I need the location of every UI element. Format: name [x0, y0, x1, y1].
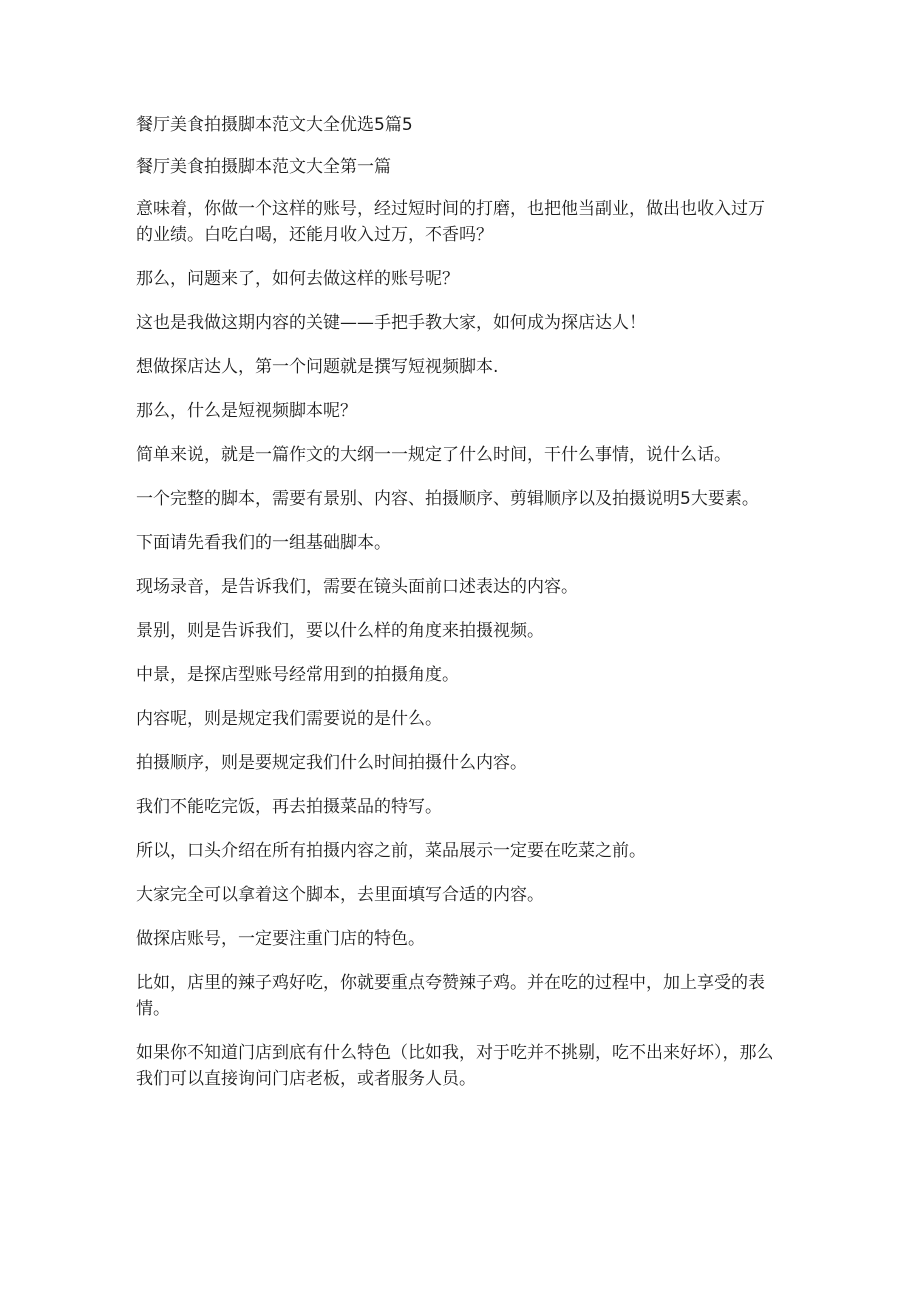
paragraph: 所以，口头介绍在所有拍摄内容之前，菜品展示一定要在吃菜之前。	[136, 841, 646, 861]
paragraph: 大家完全可以拿着这个脚本，去里面填写合适的内容。	[136, 885, 544, 905]
paragraph: 意味着，你做一个这样的账号，经过短时间的打磨，也把他当副业，做出也收入过万的业绩。白吃白喝，还能月收入过万，不香吗？	[136, 199, 765, 245]
paragraph: 简单来说，就是一篇作文的大纲一一规定了什么时间，干什么事情，说什么话。	[136, 445, 731, 465]
paragraph: 现场录音，是告诉我们，需要在镜头面前口述表达的内容。	[136, 577, 578, 597]
paragraph: 景别，则是告诉我们，要以什么样的角度来拍摄视频。	[136, 621, 544, 641]
paragraph: 那么，什么是短视频脚本呢？	[136, 401, 357, 421]
paragraph: 一个完整的脚本，需要有景别、内容、拍摄顺序、剪辑顺序以及拍摄说明5大要素。	[136, 489, 759, 509]
paragraph: 比如，店里的辣子鸡好吃，你就要重点夸赞辣子鸡。并在吃的过程中，加上享受的表情。	[136, 973, 765, 1019]
paragraph: 如果你不知道门店到底有什么特色（比如我，对于吃并不挑剔，吃不出来好坏），那么我们可以直接询问门店老板，或者服务人员。	[136, 1043, 774, 1089]
paragraph: 内容呢，则是规定我们需要说的是什么。	[136, 709, 442, 729]
document-body	[136, 112, 776, 1110]
document-title: 餐厅美食拍摄脚本范文大全优选5篇5	[136, 115, 413, 135]
paragraph: 中景，是探店型账号经常用到的拍摄角度。	[136, 665, 459, 685]
section-title: 餐厅美食拍摄脚本范文大全第一篇	[136, 157, 391, 177]
paragraph: 那么，问题来了，如何去做这样的账号呢？	[136, 269, 459, 289]
paragraph: 拍摄顺序，则是要规定我们什么时间拍摄什么内容。	[136, 753, 527, 773]
paragraph: 想做探店达人，第一个问题就是撰写短视频脚本.	[136, 357, 499, 377]
paragraph: 这也是我做这期内容的关键——手把手教大家，如何成为探店达人！	[136, 313, 646, 333]
paragraph: 做探店账号，一定要注重门店的特色。	[136, 929, 425, 949]
paragraph: 下面请先看我们的一组基础脚本。	[136, 533, 391, 553]
paragraph: 我们不能吃完饭，再去拍摄菜品的特写。	[136, 797, 442, 817]
